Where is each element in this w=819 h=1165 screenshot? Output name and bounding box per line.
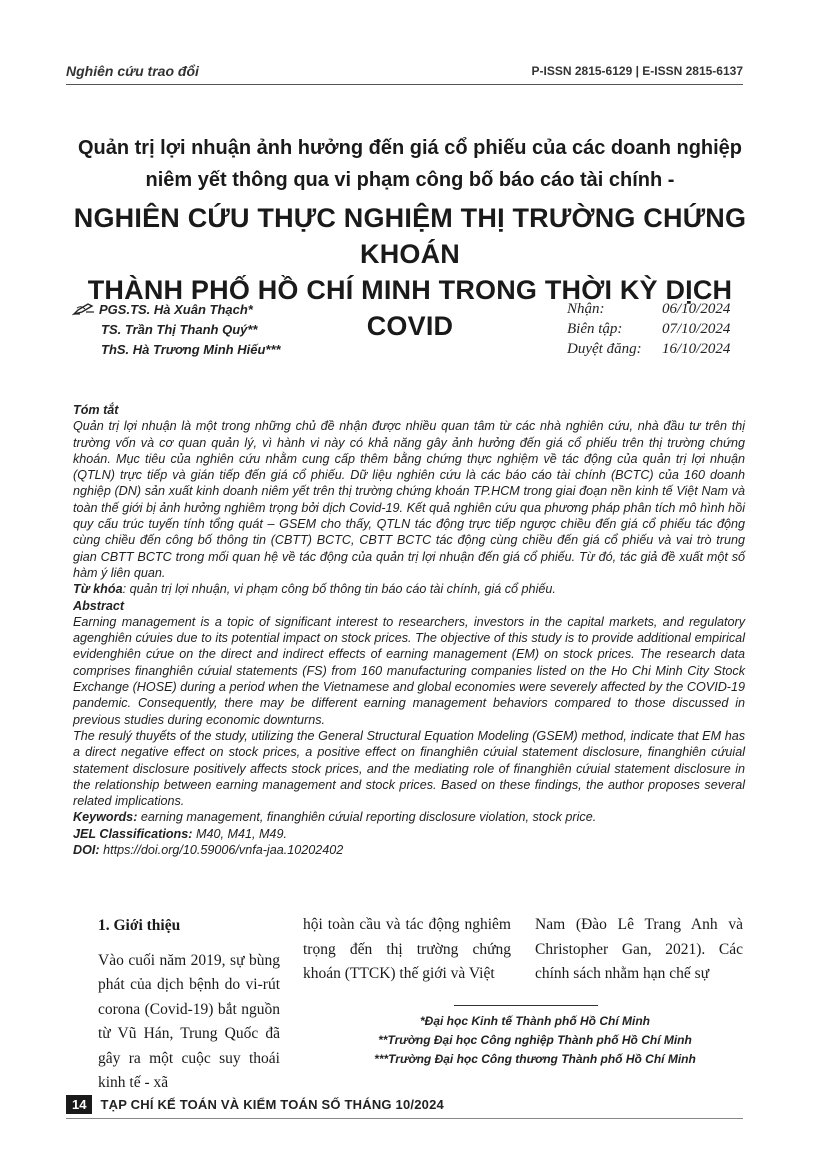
abstract-en-heading: Abstract <box>73 598 125 613</box>
author-item <box>72 320 432 340</box>
title-line-1: Quản trị lợi nhuận ảnh hưởng đến giá cổ phiếu của các doanh nghiệp <box>77 137 743 159</box>
date-row-received <box>567 299 747 319</box>
author-name: TS. Trần Thị Thanh Quý** <box>101 322 258 337</box>
journal-name: TẠP CHÍ KẾ TOÁN VÀ KIỂM TOÁN SỐ THÁNG 10/2024 <box>100 1096 444 1112</box>
title-line-2: niêm yết thông qua vi phạm công bố báo cáo tài chính - <box>145 169 675 191</box>
title-line-3: NGHIÊN CỨU THỰC NGHIỆM THỊ TRƯỜNG CHỨNG KHOÁN <box>73 203 747 269</box>
abstract-vi-keywords <box>73 581 745 597</box>
abstract-en-keywords <box>73 809 745 825</box>
page-footer <box>66 1094 444 1114</box>
date-block <box>567 299 747 359</box>
issn-label: P-ISSN 2815-6129 | E-ISSN 2815-6137 <box>531 64 743 78</box>
body-column-1 <box>98 914 280 1096</box>
keywords-label: Keywords: <box>73 810 138 825</box>
running-header <box>66 63 743 83</box>
author-name: ThS. Hà Trương Minh Hiếu*** <box>101 342 281 357</box>
page-number: 14 <box>66 1095 92 1114</box>
footer-divider <box>66 1118 743 1119</box>
section-heading: 1. Giới thiệu <box>98 917 181 934</box>
date-label: Nhận: <box>567 301 605 317</box>
doi-label: DOI: <box>73 843 100 858</box>
affiliation-item: *Đại học Kinh tế Thành phố Hồ Chí Minh <box>420 1014 650 1028</box>
jel-label: JEL Classifications: <box>73 826 193 841</box>
body-column-3 <box>535 913 743 987</box>
header-divider <box>66 84 743 85</box>
abstract-en-jel <box>73 826 745 842</box>
date-label: Duyệt đăng: <box>567 341 642 357</box>
affiliation-item: ***Trường Đại học Công thương Thành phố Hồ Chí Minh <box>374 1052 696 1066</box>
abstract-en-body-1: Earning management is a topic of significant interest to researchers, investors in the capital markets, and regulatory agenghiên cứuies due to its potential impact on stock prices. The objective of this study is to provide additional empirical evidenghiên cứue on the direct and indirect effects of earning management (EM) on stock prices. The research data comprises finanghiên cứuial statements (FS) from 160 manufacturing companies listed on the Ho Chi Minh City Stock Exchange (HOSE) during a period when the Vietnamese and global economies were severely affected by the COVID-19 pandemic. Consequently, there may be different earning management behaviors compared to those discussed in previous studies during economic downturns. <box>73 614 745 727</box>
title-line-4: THÀNH PHỐ HỒ CHÍ MINH TRONG THỜI KỲ DỊCH COVID <box>87 275 733 341</box>
affiliation-item: **Trường Đại học Công nghiệp Thành phố Hồ Chí Minh <box>378 1033 692 1047</box>
footnote-divider <box>454 1005 598 1006</box>
author-item <box>72 340 432 360</box>
date-value: 07/10/2024 <box>662 321 731 337</box>
abstract-vi-body: Quản trị lợi nhuận là một trong những chủ đề nhận được nhiều quan tâm từ các nhà nghiên cứu, nhà đầu tư trên thị trường vốn và cơ quan quản lý, vì hành vi này có khả năng gây ảnh hưởng đến giá cổ phiếu trên thị trường chứng khoán. Mục tiêu của nghiên cứu nhằm cung cấp thêm bằng chứng thực nghiệm về tác động của quản trị lợi nhuận (QTLN) trực tiếp và gián tiếp đến giá cổ phiếu. Dữ liệu nghiên cứu là các báo cáo tài chính (BCTC) của 160 doanh nghiệp (DN) sản xuất kinh doanh niêm yết trên thị trường chứng khoán TP.HCM trong giai đoạn nền kinh tế Việt Nam và toàn thế giới bị ảnh hưởng nghiêm trọng bởi dịch Covid-19. Kết quả nghiên cứu qua phương pháp phân tích mô hình hồi quy cấu trúc tuyến tính tổng quát – GSEM cho thấy, QTLN tác động trực tiếp ngược chiều đến giá cổ phiếu tác động cùng chiều đến công bố thông tin (CBTT) BCTC, CBTT BCTC tác động cùng chiều đến giá cổ phiếu và vai trò trung gian CBTT BCTC trong mối quan hệ về tác động của quản trị lợi nhuận đến giá cổ phiếu. Từ đó, tác giả đề xuất một số hàm ý liên quan. <box>73 419 745 580</box>
section-label: Nghiên cứu trao đổi <box>66 63 199 79</box>
abstract-en-body-2: The resulý thuyếts of the study, utilizing the General Structural Equation Modeling (GSEM) method, indicate that EM has a direct negative effect on stock prices, a positive effect on finanghiên cứuial statement disclosure, finanghiên cứuial statement disclosure positively affects stock prices, and the mediating role of finanghiên cứuial statement disclosure in the relationship between earning management and stock prices. Based on these findings, the author proposes several related implications. <box>73 728 745 809</box>
abstract-block <box>73 402 745 858</box>
pen-writing-icon <box>72 302 96 316</box>
body-column-2 <box>303 913 511 987</box>
doi-link[interactable]: https://doi.org/10.59006/vnfa-jaa.10202402 <box>99 843 344 858</box>
body-paragraph: Nam (Đào Lê Trang Anh và Christopher Gan, 2021). Các chính sách nhằm hạn chế sự <box>535 916 743 982</box>
date-value: 16/10/2024 <box>662 341 731 357</box>
date-label: Biên tập: <box>567 321 623 337</box>
jel-text: M40, M41, M49. <box>192 826 287 841</box>
author-list <box>72 300 432 360</box>
keywords-text: : quản trị lợi nhuận, vi phạm công bố thông tin báo cáo tài chính, giá cổ phiếu. <box>122 582 556 597</box>
author-item <box>72 300 432 320</box>
keywords-label: Từ khóa <box>73 582 123 597</box>
abstract-en-doi <box>73 842 745 858</box>
author-name: PGS.TS. Hà Xuân Thạch* <box>99 302 253 317</box>
keywords-text: earning management, finanghiên cứuial reporting disclosure violation, stock price. <box>137 810 597 825</box>
affiliation-footnotes <box>320 1012 750 1069</box>
body-paragraph: hội toàn cầu và tác động nghiêm trọng đến thị trường chứng khoán (TTCK) thế giới và Việt <box>303 916 511 982</box>
date-value: 06/10/2024 <box>662 301 731 317</box>
date-row-accepted <box>567 339 747 359</box>
body-paragraph: Vào cuối năm 2019, sự bùng phát của dịch bệnh do vi-rút corona (Covid-19) bắt nguồn từ Vũ Hán, Trung Quốc đã gây ra một cuộc suy thoái kinh tế - xã <box>98 951 280 1091</box>
abstract-vi-heading: Tóm tắt <box>73 403 119 417</box>
date-row-edited <box>567 319 747 339</box>
